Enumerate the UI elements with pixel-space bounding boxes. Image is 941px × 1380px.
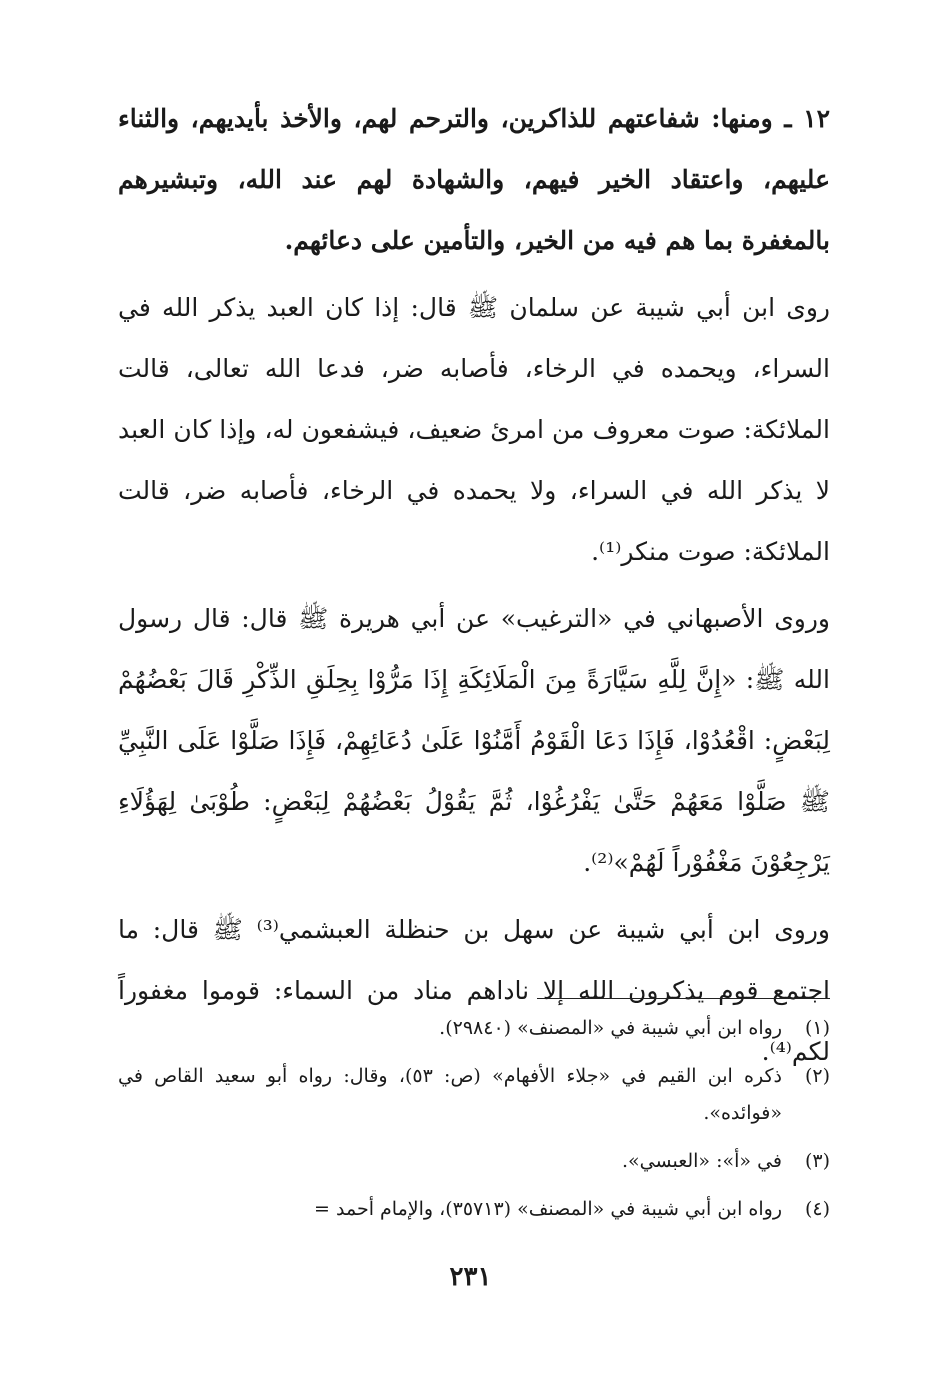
footnotes	[118, 1010, 830, 1228]
main-text	[118, 88, 830, 1082]
footnote-mark: (٢)	[804, 1065, 830, 1087]
footnote-1	[118, 1010, 830, 1047]
footnote-mark: (٤)	[804, 1198, 830, 1220]
footnote-3	[118, 1143, 830, 1180]
footnote-2	[118, 1058, 830, 1132]
paragraph-asbahani-narration: وروى الأصبهاني في «الترغيب» عن أبي هريرة ﷺ قال: قال رسول الله ﷺ: «إِنَّ لِلَّهِ سَيَّارَةً مِنَ الْمَلَائِكَةِ إِذَا مَرُّوْا بِحِلَقِ الذِّكْرِ قَالَ بَعْضُهُمْ لِبَعْضٍ: اقْعُدُوْا، فَإِذَا دَعَا الْقَوْمُ أَمَّنُوْا عَلَىٰ دُعَائِهِمْ، فَإِذَا صَلَّوْا عَلَى النَّبِيِّ ﷺ صَلَّوْا مَعَهُمْ حَتَّىٰ يَفْرُغُوْا، ثُمَّ يَقُوْلُ بَعْضُهُمْ لِبَعْضٍ: طُوْبَىٰ لِهَؤُلَاءِ يَرْجِعُوْنَ مَغْفُوْراً لَهُمْ»⁽²⁾.	[118, 604, 830, 877]
footnote-4	[118, 1191, 830, 1228]
footnote-text: ذكره ابن القيم في «جلاء الأفهام» (ص: ٥٣)، وقال: رواه أبو سعيد القاص في «فوائده».	[118, 1065, 782, 1124]
paragraph-salman-narration: روى ابن أبي شيبة عن سلمان ﷺ قال: إذا كان العبد يذكر الله في السراء، ويحمده في الرخاء، فأصابه ضر، فدعا الله تعالى، قالت الملائكة: صوت معروف من امرئ ضعيف، فيشفعون له، وإذا كان العبد لا يذكر الله في السراء، ولا يحمده في الرخاء، فأصابه ضر، قالت الملائكة: صوت منكر⁽¹⁾.	[118, 293, 831, 566]
footnote-text: رواه ابن أبي شيبة في «المصنف» (٣٥٧١٣)، والإمام أحمد =	[314, 1198, 782, 1220]
page-number: ٢٣١	[449, 1262, 492, 1292]
paragraph-item-12: ١٢ ـ ومنها: شفاعتهم للذاكرين، والترحم لهم، والأخذ بأيديهم، والثناء عليهم، واعتقاد الخير فيهم، والشهادة لهم عند الله، وتبشيرهم بالمغفرة بما هم فيه من الخير، والتأمين على دعائهم.	[118, 104, 830, 255]
footnote-mark: (١)	[804, 1017, 830, 1039]
footnote-mark: (٣)	[804, 1150, 830, 1172]
footnote-text: في «أ»: «العبسي».	[622, 1150, 782, 1172]
footnote-separator	[537, 998, 830, 999]
paragraph-sahl-narration: وروى ابن أبي شيبة عن سهل بن حنظلة العبشمي⁽³⁾ ﷺ قال: ما اجتمع قوم يذكرون الله إلا ناداهم مناد من السماء: قوموا مغفوراً لكم⁽⁴⁾.	[118, 915, 831, 1066]
footnote-text: رواه ابن أبي شيبة في «المصنف» (٢٩٨٤٠).	[439, 1017, 782, 1039]
